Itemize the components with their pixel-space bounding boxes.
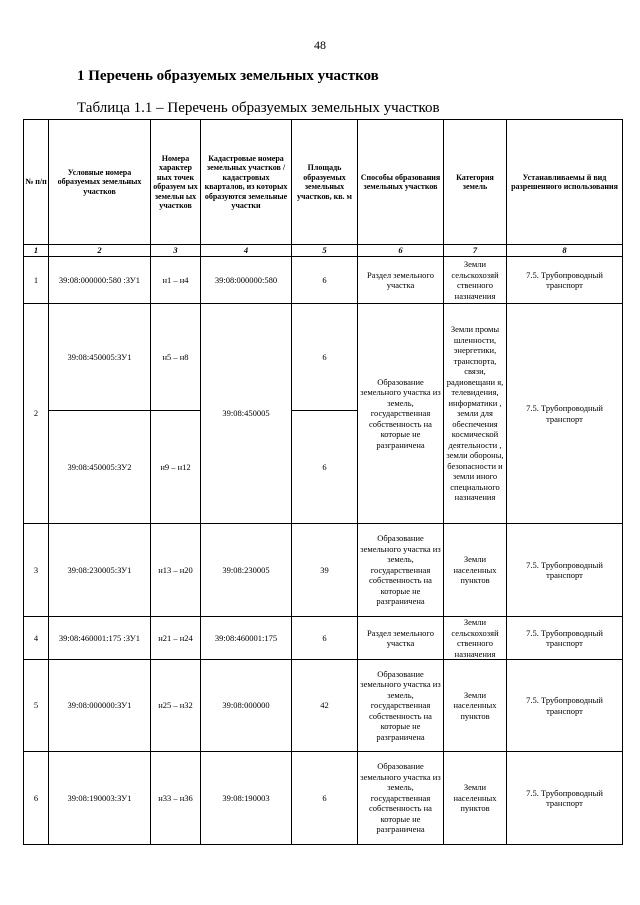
- header-cell: № п/п: [24, 120, 49, 245]
- land-category: Земли сельскохозяй ственного назначения: [444, 617, 507, 660]
- formation-method: Образование земельного участка из земель, государственная собственность на которые не разграничена: [358, 524, 444, 617]
- plot-area: 6: [292, 257, 358, 304]
- column-number: 6: [358, 245, 444, 257]
- plot-number: 39:08:450005:ЗУ1: [49, 304, 151, 411]
- permitted-use: 7.5. Трубопроводный транспорт: [507, 304, 623, 524]
- boundary-points: н1 – н4: [151, 257, 201, 304]
- permitted-use: 7.5. Трубопроводный транспорт: [507, 257, 623, 304]
- cadastral-number: 39:08:000000:580: [201, 257, 292, 304]
- formation-method: Образование земельного участка из земель, государственная собственность на которые не разграничена: [358, 660, 444, 752]
- boundary-points: н13 – н20: [151, 524, 201, 617]
- table-header-row: [24, 120, 623, 245]
- boundary-points: н21 – н24: [151, 617, 201, 660]
- permitted-use: 7.5. Трубопроводный транспорт: [507, 617, 623, 660]
- table-row: [24, 617, 623, 660]
- permitted-use: 7.5. Трубопроводный транспорт: [507, 752, 623, 845]
- plot-area: 6: [292, 617, 358, 660]
- plot-number: 39:08:000000:580 :ЗУ1: [49, 257, 151, 304]
- header-cell: Способы образования земельных участков: [358, 120, 444, 245]
- column-number: 7: [444, 245, 507, 257]
- header-cell: Кадастровые номера земельных участков / кадастровых кварталов, из которых образуются земельные участки: [201, 120, 292, 245]
- formation-method: Образование земельного участка из земель, государственная собственность на которые не разграничена: [358, 752, 444, 845]
- boundary-points: н25 – н32: [151, 660, 201, 752]
- cadastral-number: 39:08:460001:175: [201, 617, 292, 660]
- plot-area: 42: [292, 660, 358, 752]
- column-number: 5: [292, 245, 358, 257]
- plot-area: 6: [292, 411, 358, 524]
- column-number-row: [24, 245, 623, 257]
- cadastral-number: 39:08:190003: [201, 752, 292, 845]
- boundary-points: н33 – н36: [151, 752, 201, 845]
- table-row: [24, 752, 623, 845]
- row-number: 2: [24, 304, 49, 524]
- land-category: Земли населенных пунктов: [444, 660, 507, 752]
- land-category: Земли населенных пунктов: [444, 752, 507, 845]
- cadastral-number: 39:08:230005: [201, 524, 292, 617]
- row-number: 5: [24, 660, 49, 752]
- cadastral-number: 39:08:000000: [201, 660, 292, 752]
- column-number: 8: [507, 245, 623, 257]
- boundary-points: н5 – н8: [151, 304, 201, 411]
- row-number: 6: [24, 752, 49, 845]
- column-number: 2: [49, 245, 151, 257]
- section-heading: 1 Перечень образуемых земельных участков: [77, 68, 379, 84]
- table-row: [24, 257, 623, 304]
- plot-area: 39: [292, 524, 358, 617]
- land-plots-table: [23, 119, 623, 845]
- plot-number: 39:08:460001:175 :ЗУ1: [49, 617, 151, 660]
- table-row: [24, 660, 623, 752]
- formation-method: Образование земельного участка из земель, государственная собственность на которые не разграничена: [358, 304, 444, 524]
- formation-method: Раздел земельного участка: [358, 257, 444, 304]
- row-number: 3: [24, 524, 49, 617]
- land-category: Земли населенных пунктов: [444, 524, 507, 617]
- formation-method: Раздел земельного участка: [358, 617, 444, 660]
- column-number: 1: [24, 245, 49, 257]
- header-cell: Номера характер ных точек образуем ых земельн ых участков: [151, 120, 201, 245]
- land-category: Земли промы шленности, энергетики, транспорта, связи, радиовещани я, телевидения, информатики , земли для обеспечения космической деятельности , земли обороны, безопасности и земли иного специального назначения: [444, 304, 507, 524]
- plot-number: 39:08:450005:ЗУ2: [49, 411, 151, 524]
- permitted-use: 7.5. Трубопроводный транспорт: [507, 660, 623, 752]
- column-number: 3: [151, 245, 201, 257]
- header-cell: Устанавливаемы й вид разрешенного использования: [507, 120, 623, 245]
- plot-number: 39:08:190003:ЗУ1: [49, 752, 151, 845]
- cadastral-number: 39:08:450005: [201, 304, 292, 524]
- column-number: 4: [201, 245, 292, 257]
- table-caption: Таблица 1.1 – Перечень образуемых земельных участков: [77, 100, 440, 116]
- row-number: 4: [24, 617, 49, 660]
- header-cell: Категория земель: [444, 120, 507, 245]
- table-row: [24, 304, 623, 411]
- table-row: [24, 524, 623, 617]
- header-cell: Площадь образуемых земельных участков, кв. м: [292, 120, 358, 245]
- land-category: Земли сельскохозяй ственного назначения: [444, 257, 507, 304]
- row-number: 1: [24, 257, 49, 304]
- plot-area: 6: [292, 304, 358, 411]
- plot-area: 6: [292, 752, 358, 845]
- header-cell: Условные номера образуемых земельных участков: [49, 120, 151, 245]
- permitted-use: 7.5. Трубопроводный транспорт: [507, 524, 623, 617]
- boundary-points: н9 – н12: [151, 411, 201, 524]
- plot-number: 39:08:230005:ЗУ1: [49, 524, 151, 617]
- page-number: 48: [314, 38, 326, 52]
- plot-number: 39:08:000000:ЗУ1: [49, 660, 151, 752]
